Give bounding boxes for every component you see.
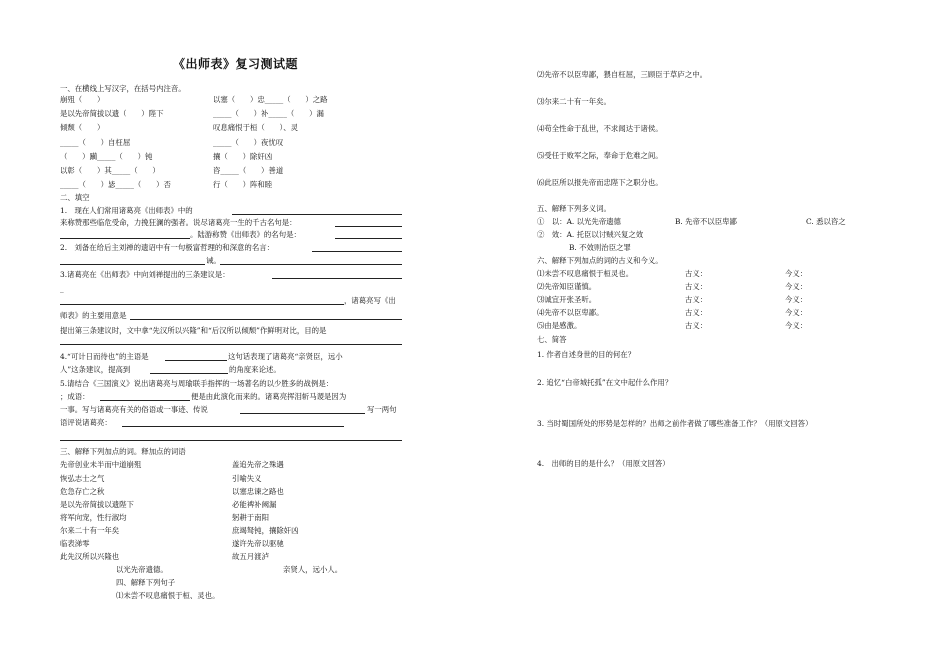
fill-q3-cont: 师表》的主要用意是 [60, 311, 127, 320]
section6-heading: 六、解释下列加点的词的古义和今义。 [537, 256, 663, 265]
section4-heading: 四、解释下列句子 [116, 578, 176, 587]
pinyin-item: 咨_____（ ）善道 [213, 166, 284, 175]
sentence-item: ⑷苟全性命于乱世，不求闻达于诸侯。 [537, 124, 663, 133]
section5-heading: 五、解释下列多义词。 [537, 204, 611, 213]
sentence-item: ⑴未尝不叹息痛恨于桓、灵也。 [116, 591, 220, 600]
fill-q4-cont: 的角度来论述。 [229, 365, 281, 374]
answer-line[interactable] [60, 304, 344, 305]
fill-q5-cont: ；成语： [60, 392, 90, 401]
answer-line[interactable] [60, 238, 190, 239]
vocab-item: 引喻失义 [232, 474, 262, 483]
pinyin-item: 以塞（ ）忠_____（ ）之路 [213, 95, 328, 104]
page-title: 《出师表》复习测试题 [173, 57, 299, 71]
answer-line[interactable] [232, 214, 402, 215]
pinyin-item: _____（ ）毖_____（ ）否 [60, 180, 171, 189]
answer-line[interactable] [130, 319, 402, 320]
fill-q3-mark: _ [60, 284, 64, 293]
polysemy-item: B. 先帝不以臣卑鄙 [675, 217, 737, 226]
pinyin-item: 叹息痛恨于桓（ ）、灵 [213, 123, 298, 132]
vocab-item: 故五月渡泸 [232, 552, 269, 561]
answer-line[interactable] [100, 400, 190, 401]
answer-line[interactable] [150, 373, 228, 374]
modern-meaning-label: 今义： [785, 308, 808, 317]
polysemy-item: C. 悉以咨之 [806, 217, 846, 226]
vocab-item: 是以先帝简拔以遗陛下 [60, 500, 134, 509]
answer-line[interactable] [60, 264, 205, 265]
word-item: ⑶诚宜开张圣听。 [537, 295, 597, 304]
modern-meaning-label: 今义： [785, 321, 808, 330]
sentence-item: ⑸受任于败军之际，奉命于危难之间。 [537, 151, 663, 160]
vocab-item: 遂许先帝以驱驰 [232, 539, 284, 548]
pinyin-item: _____（ ）补_____（ ）漏 [213, 109, 324, 118]
section3-heading: 三、解释下列加点的词。释加点的词语 [60, 447, 186, 456]
polysemy-item: B. 不效则治臣之罪 [569, 243, 631, 252]
answer-line[interactable] [335, 226, 402, 227]
vocab-item: 此先汉所以兴隆也 [60, 552, 120, 561]
vocab-item: 将军向宠，性行淑均 [60, 513, 127, 522]
fill-q5-cont: 一事。写与诸葛亮有关的俗语或一事迹、传说 [60, 405, 208, 414]
sentence-item: ⑹此臣所以报先帝而忠陛下之职分也。 [537, 178, 663, 187]
pinyin-item: （ ）躏_____（ ）钝 [60, 152, 153, 161]
answer-line[interactable] [240, 413, 365, 414]
fill-q4: 4.“可计日而待也”的主语是 [60, 352, 149, 361]
fill-q1-cont: 。陆游称赞《出师表》的名句是： [190, 230, 301, 239]
vocab-item: 尔来二十有一年矣 [60, 526, 120, 535]
fill-q4-cont: 人”这条建议，提高到 [60, 365, 131, 374]
fill-q4-cont: 这句话表现了诸葛亮“亲贤臣，远小 [228, 352, 343, 361]
answer-line[interactable] [312, 251, 402, 252]
sentence-item: ⑶尔来二十有一年矣。 [537, 97, 611, 106]
word-item: ⑵先帝知臣谨慎。 [537, 282, 597, 291]
pinyin-item: 崩殂（ ） [60, 95, 105, 104]
modern-meaning-label: 今义： [785, 282, 808, 291]
section7-heading: 七、简答 [537, 335, 567, 344]
answer-line[interactable] [335, 238, 402, 239]
fill-q5-cont: 写一两句 [367, 405, 397, 414]
vocab-item: 必能裨补阙漏 [232, 500, 277, 509]
vocab-item: 躬耕于南阳 [232, 513, 269, 522]
sentence-item: ⑵先帝不以臣卑鄙，猥自枉屈，三顾臣于草庐之中。 [537, 70, 707, 79]
fill-q5-cont: 便是由此演化而来的。诸葛亮挥泪斩马谡是因为 [191, 392, 347, 401]
modern-meaning-label: 今义： [785, 295, 808, 304]
fill-q3-cont: 提出第三条建议时，文中拿“先汉所以兴隆”和“后汉所以倾颓”作鲜明对比，目的是 [60, 326, 327, 335]
fill-q1: 1. 现在人们常用诸葛亮《出师表》中的 [60, 206, 193, 215]
pinyin-item: 行（ ）阵和睦 [213, 180, 273, 189]
pinyin-item: 攘（ ）除奸凶 [213, 152, 273, 161]
ancient-meaning-label: 古义： [685, 295, 708, 304]
word-item: ⑴未尝不叹息痛恨于桓灵也。 [537, 269, 634, 278]
answer-line[interactable] [122, 426, 344, 427]
short-answer-q: 1. 作者自述身世的目的何在？ [537, 350, 636, 359]
answer-line[interactable] [60, 344, 402, 345]
fill-q1-cont: 来称赞那些临危受命，力挽狂澜的强者。说尽诸葛亮一生的千古名句是： [60, 218, 297, 227]
short-answer-q: 3. 当时蜀国所处的形势是怎样的？出师之前作者做了哪些准备工作？（用原文回答） [537, 419, 813, 428]
answer-line[interactable] [165, 360, 227, 361]
vocab-item: 危急存亡之秋 [60, 487, 105, 496]
pinyin-item: _____（ ）自枉屈 [60, 138, 131, 147]
fill-q2: 2. 刘备在给后主刘禅的遗诏中有一句极富哲理的和深意的名言： [60, 243, 274, 252]
vocab-item: 先帝创业未半而中道崩殂 [60, 460, 142, 469]
ancient-meaning-label: 古义： [685, 282, 708, 291]
fill-q3-cont: ，诸葛亮写《出 [344, 296, 396, 305]
vocab-item: 亲贤人，远小人。 [283, 565, 343, 574]
pinyin-item: _____（ ）夜忧叹 [213, 138, 284, 147]
word-item: ⑷先帝不以臣卑鄙。 [537, 308, 604, 317]
pinyin-item: 倾颓（ ） [60, 123, 105, 132]
vocab-item: 临表涕零 [60, 539, 90, 548]
section2-heading: 二、填空 [60, 193, 90, 202]
word-item: ⑸由是感激。 [537, 321, 582, 330]
fill-q2-cont: 诫。 [206, 256, 221, 265]
answer-line[interactable] [272, 278, 402, 279]
short-answer-q: 4. 出师的目的是什么？（用原文回答） [537, 459, 670, 468]
vocab-item: 盖追先帝之殊遇 [232, 460, 284, 469]
fill-q5-cont: 语评说诸葛亮： [60, 418, 112, 427]
ancient-meaning-label: 古义： [685, 269, 708, 278]
fill-q3: 3.诸葛亮在《出师表》中向刘禅提出的三条建议是： [60, 270, 230, 279]
vocab-item: 恢弘志士之气 [60, 474, 105, 483]
ancient-meaning-label: 古义： [685, 321, 708, 330]
pinyin-item: 是以先帝简拔以遗（ ）陛下 [60, 109, 164, 118]
answer-line[interactable] [60, 440, 402, 441]
fill-q5: 5.请结合《三国演义》说出诸葛亮与周瑜联手指挥的一场著名的以少胜多的战例是： [60, 379, 334, 388]
polysemy-item: ① 以：A. 以光先帝遗德 [537, 217, 621, 226]
section1-heading: 一、在横线上写汉字，在括号内注音。 [60, 84, 186, 93]
answer-line[interactable] [220, 264, 402, 265]
modern-meaning-label: 今义： [785, 269, 808, 278]
vocab-item: 以光先帝遗德。 [116, 565, 168, 574]
polysemy-item: ② 效：A. 托臣以讨贼兴复之效 [537, 230, 644, 239]
pinyin-item: 以彰（ ）其_____（ ） [60, 166, 160, 175]
ancient-meaning-label: 古义： [685, 308, 708, 317]
vocab-item: 以塞忠谏之路也 [232, 487, 284, 496]
short-answer-q: 2. 追忆“白帝城托孤”在文中起什么作用？ [537, 378, 673, 387]
vocab-item: 庶竭驽钝，攘除奸凶 [232, 526, 299, 535]
